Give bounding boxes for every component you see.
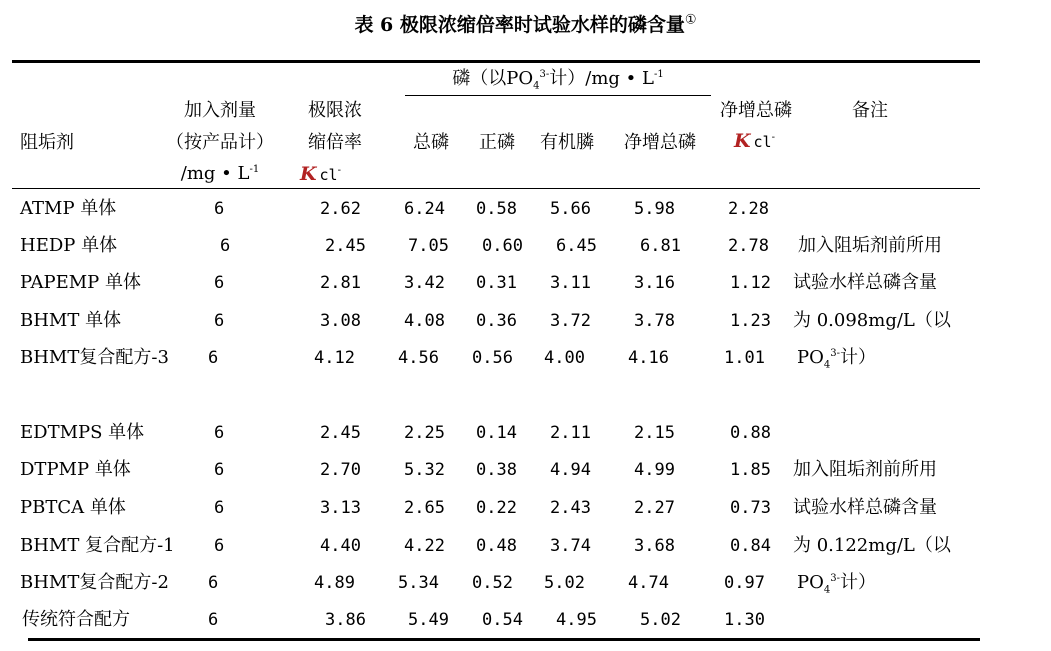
cell-organic: 2.43: [550, 498, 591, 518]
remark-line: 加入阻垢剂前所用: [793, 459, 937, 480]
cell-net: 5.98: [634, 199, 675, 219]
cell-net: 5.02: [640, 610, 681, 630]
remark-line: 加入阻垢剂前所用: [798, 235, 942, 256]
cell-dose: 6: [220, 236, 231, 256]
cell-net: 3.16: [634, 273, 675, 293]
header-phosphorus-pre: 磷（以PO: [452, 68, 534, 89]
cell-net-ratio: 1.23: [730, 311, 771, 331]
header-net-ratio-cl-sup: -: [771, 132, 775, 143]
cell-ratio: 3.13: [320, 498, 361, 518]
cell-net: 3.78: [634, 311, 675, 331]
remark-formula-pre: PO: [797, 347, 824, 368]
cell-net-ratio: 2.78: [728, 236, 769, 256]
cell-ortho: 0.58: [476, 199, 517, 219]
cell-net: 4.74: [628, 573, 669, 593]
cell-net-ratio: 1.12: [730, 273, 771, 293]
cell-name: ATMP 单体: [20, 198, 117, 219]
cell-ortho: 0.38: [476, 460, 517, 480]
cell-net-ratio: 1.30: [724, 610, 765, 630]
cell-ortho: 0.52: [472, 573, 513, 593]
header-ratio-line2: 缩倍率: [308, 132, 362, 153]
remark-formula-sub: 4: [823, 584, 831, 596]
cell-total: 6.24: [404, 199, 445, 219]
cell-total: 2.25: [404, 423, 445, 443]
cell-dose: 6: [208, 348, 219, 368]
cell-dose: 6: [214, 311, 225, 331]
cell-ortho: 0.48: [476, 536, 517, 556]
header-dose-line1: 加入剂量: [184, 100, 256, 121]
cell-ratio: 3.86: [325, 610, 366, 630]
header-net-ratio-line1: 净增总磷: [720, 100, 792, 121]
cell-net-ratio: 1.85: [730, 460, 771, 480]
header-remark: 备注: [852, 100, 888, 121]
cell-name: BHMT 复合配方-1: [20, 535, 175, 556]
remark-formula-sup: 3-: [830, 348, 840, 359]
remark-formula-pre: PO: [797, 572, 824, 593]
cell-organic: 4.94: [550, 460, 591, 480]
cell-ortho: 0.56: [472, 348, 513, 368]
cell-organic: 4.95: [556, 610, 597, 630]
header-ratio-line1: 极限浓: [308, 100, 362, 121]
header-ratio-cl: cl: [319, 166, 338, 184]
cell-net-ratio: 1.01: [724, 348, 765, 368]
remark-line: 为 0.122mg/L（以: [793, 535, 951, 556]
phosphorus-group-rule: [405, 95, 711, 96]
cell-organic: 3.72: [550, 311, 591, 331]
header-phosphorus-group: [405, 68, 711, 90]
cell-ratio: 2.45: [320, 423, 361, 443]
cell-ratio: 4.40: [320, 536, 361, 556]
remark-line: [797, 347, 876, 369]
cell-net: 3.68: [634, 536, 675, 556]
cell-net: 4.16: [628, 348, 669, 368]
cell-dose: 6: [214, 273, 225, 293]
cell-ratio: 2.62: [320, 199, 361, 219]
cell-ratio: 4.89: [314, 573, 355, 593]
header-ortho: 正磷: [479, 132, 515, 153]
footnote-mark: ①: [684, 12, 697, 28]
cell-net: 2.15: [634, 423, 675, 443]
cell-dose: 6: [214, 498, 225, 518]
header-net: 净增总磷: [624, 132, 696, 153]
cell-total: 4.56: [398, 348, 439, 368]
cell-net-ratio: 0.84: [730, 536, 771, 556]
cell-dose: 6: [208, 610, 219, 630]
cell-net-ratio: 0.73: [730, 498, 771, 518]
cell-dose: 6: [214, 423, 225, 443]
cell-ratio: 3.08: [320, 311, 361, 331]
cell-name: DTPMP 单体: [20, 459, 131, 480]
cell-name: BHMT 单体: [20, 310, 122, 331]
cell-ratio: 2.81: [320, 273, 361, 293]
cell-net-ratio: 0.88: [730, 423, 771, 443]
cell-name: HEDP 单体: [20, 235, 118, 256]
cell-organic: 5.66: [550, 199, 591, 219]
cell-ortho: 0.60: [482, 236, 523, 256]
cell-organic: 6.45: [556, 236, 597, 256]
cell-name: 传统符合配方: [22, 609, 130, 630]
header-net-ratio-cl: cl: [753, 133, 772, 151]
cell-net: 6.81: [640, 236, 681, 256]
cell-name: BHMT复合配方-3: [20, 347, 169, 368]
header-net-ratio-line2: [734, 130, 775, 153]
cell-total: 7.05: [408, 236, 449, 256]
cell-total: 5.34: [398, 573, 439, 593]
remark-formula-post: 计）: [840, 572, 876, 593]
remark-formula-sup: 3-: [830, 573, 840, 584]
table-title: [0, 10, 1051, 37]
cell-ortho: 0.14: [476, 423, 517, 443]
header-dose-unit: /mg • L: [180, 163, 250, 184]
cell-net-ratio: 0.97: [724, 573, 765, 593]
cell-organic: 5.02: [544, 573, 585, 593]
remark-line: 为 0.098mg/L（以: [793, 310, 951, 331]
cell-total: 4.08: [404, 311, 445, 331]
cell-ratio: 2.70: [320, 460, 361, 480]
bottom-rule: [28, 638, 980, 641]
cell-organic: 3.11: [550, 273, 591, 293]
header-inhibitor: 阻垢剂: [20, 132, 74, 153]
cell-dose: 6: [208, 573, 219, 593]
remark-formula-sub: 4: [823, 359, 831, 371]
header-ratio-line3: [300, 163, 341, 186]
cell-ortho: 0.54: [482, 610, 523, 630]
header-phosphorus-tail: 计）/mg • L: [549, 68, 654, 89]
cell-name: PBTCA 单体: [20, 497, 126, 518]
header-organic: 有机膦: [540, 132, 594, 153]
remark-formula-post: 计）: [840, 347, 876, 368]
cell-ratio: 2.45: [325, 236, 366, 256]
table-title-text: 表 6 极限浓缩倍率时试验水样的磷含量: [354, 14, 685, 36]
cell-dose: 6: [214, 536, 225, 556]
cell-ortho: 0.22: [476, 498, 517, 518]
remark-line: 试验水样总磷含量: [793, 497, 937, 518]
cell-dose: 6: [214, 199, 225, 219]
header-ratio-cl-sup: -: [337, 165, 341, 176]
cell-dose: 6: [214, 460, 225, 480]
header-total: 总磷: [413, 132, 449, 153]
header-dose-line3: [160, 163, 280, 185]
cell-name: EDTMPS 单体: [20, 422, 145, 443]
cell-organic: 4.00: [544, 348, 585, 368]
cell-ratio: 4.12: [314, 348, 355, 368]
cell-total: 2.65: [404, 498, 445, 518]
cell-ortho: 0.36: [476, 311, 517, 331]
header-dose-unit-sup: -1: [249, 164, 260, 175]
cell-ortho: 0.31: [476, 273, 517, 293]
cell-total: 5.32: [404, 460, 445, 480]
remark-line: 试验水样总磷含量: [793, 272, 937, 293]
k-symbol-icon: K: [734, 130, 751, 152]
remark-line: [797, 572, 876, 594]
cell-total: 3.42: [404, 273, 445, 293]
cell-net-ratio: 2.28: [728, 199, 769, 219]
header-bottom-rule: [12, 188, 980, 189]
header-phosphorus-sup: 3-: [539, 69, 550, 80]
header-phosphorus-sub: 4: [533, 80, 540, 92]
top-rule: [12, 60, 980, 63]
cell-name: PAPEMP 单体: [20, 272, 141, 293]
cell-total: 4.22: [404, 536, 445, 556]
cell-organic: 3.74: [550, 536, 591, 556]
header-dose-line2: （按产品计）: [166, 132, 274, 153]
k-symbol-icon: K: [300, 163, 317, 185]
cell-net: 2.27: [634, 498, 675, 518]
cell-name: BHMT复合配方-2: [20, 572, 169, 593]
cell-organic: 2.11: [550, 423, 591, 443]
cell-net: 4.99: [634, 460, 675, 480]
cell-total: 5.49: [408, 610, 449, 630]
header-phosphorus-unit-sup: -1: [653, 69, 664, 80]
